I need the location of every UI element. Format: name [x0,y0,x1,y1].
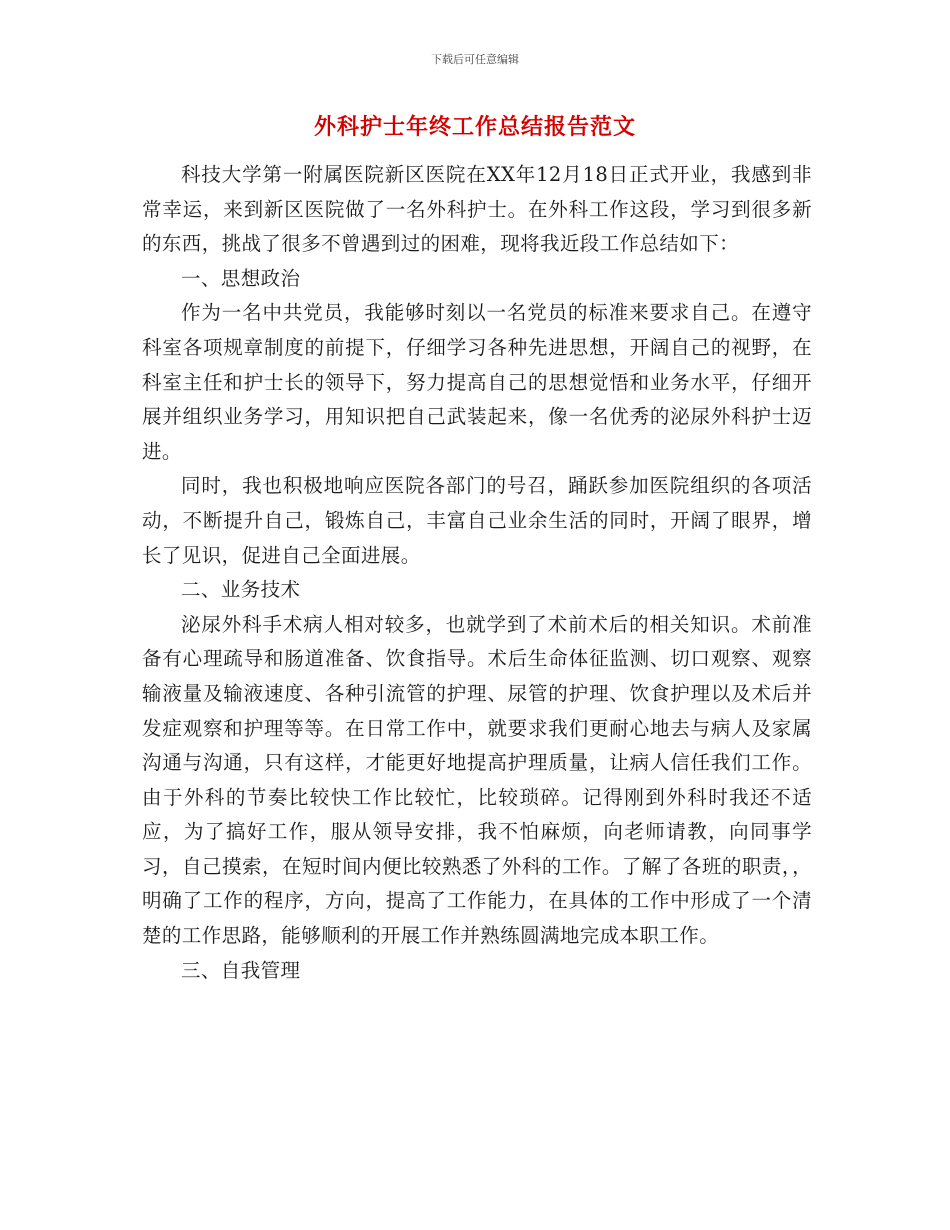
section-heading-politics: 一、思想政治 [181,266,301,290]
section-heading-self-management: 三、自我管理 [181,958,301,982]
document-title: 外科护士年终工作总结报告范文 [313,115,636,140]
intro-paragraph: 科技大学第一附属医院新区医院在XX年12月18日正式开业，我感到非常幸运，来到新区医院做了一名外科护士。在外科工作这段，学习到很多新的东西，挑战了很多不曾遇到过的困难，现将我近段工作总结如下： [142,163,812,256]
politics-paragraph-1: 作为一名中共党员，我能够时刻以一名党员的标准来要求自己。在遵守科室各项规章制度的前提下，仔细学习各种先进思想，开阔自己的视野，在科室主任和护士长的领导下，努力提高自己的思想觉悟和业务水平，仔细开展并组织业务学习，用知识把自己武装起来，像一名优秀的泌尿外科护士迈进。 [142,301,812,463]
document-body [142,158,812,988]
politics-paragraph-2: 同时，我也积极地响应医院各部门的号召，踊跃参加医院组织的各项活动，不断提升自己，锻炼自己，丰富自己业余生活的同时，开阔了眼界，增长了见识，促进自己全面进展。 [142,474,812,567]
page-header-note: 下载后可任意编辑 [431,53,519,66]
section-heading-skills: 二、业务技术 [181,578,301,602]
skills-paragraph-1: 泌尿外科手术病人相对较多，也就学到了术前术后的相关知识。术前准备有心理疏导和肠道准备、饮食指导。术后生命体征监测、切口观察、观察输液量及输液速度、各种引流管的护理、尿管的护理、饮食护理以及术后并发症观察和护理等等。在日常工作中，就要求我们更耐心地去与病人及家属沟通与沟通，只有这样，才能更好地提高护理质量，让病人信任我们工作。由于外科的节奏比较快工作比较忙，比较琐碎。记得刚到外科时我还不适应，为了搞好工作，服从领导安排，我不怕麻烦，向老师请教，向同事学习，自己摸索，在短时间内便比较熟悉了外科的工作。了解了各班的职责，，明确了工作的程序，方向，提高了工作能力，在具体的工作中形成了一个清楚的工作思路，能够顺利的开展工作并熟练圆满地完成本职工作。 [142,612,812,948]
